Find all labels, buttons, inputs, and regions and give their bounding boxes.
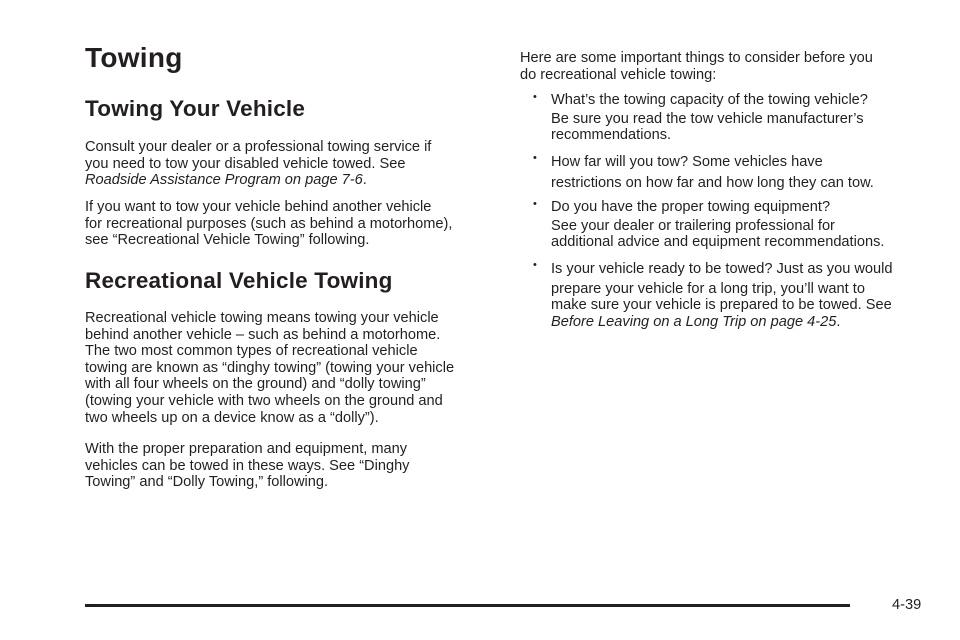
text-line: towing are known as “dinghy towing” (towing your vehicle — [85, 359, 455, 376]
list-item-how-far — [551, 154, 874, 191]
text-line: restrictions on how far and how long they can tow. — [551, 174, 874, 191]
text-line: for recreational purposes (such as behind a motorhome), — [85, 215, 453, 232]
text-line: two wheels up on a device know as a “dolly”). — [85, 409, 379, 426]
text-line: Consult your dealer or a professional towing service if — [85, 139, 432, 155]
text-line: prepare your vehicle for a long trip, you’ll want to — [551, 280, 865, 297]
paragraph-proper-preparation — [85, 441, 409, 491]
text-line — [551, 314, 893, 331]
text-line: do recreational vehicle towing: — [520, 66, 717, 83]
text-line: vehicles can be towed in these ways. See “Dinghy — [85, 457, 410, 474]
paragraph-recreational-purposes — [85, 199, 452, 249]
punctuation: . — [836, 313, 841, 330]
text-line: (towing your vehicle with two wheels on the ground and — [85, 392, 443, 409]
text-line: behind another vehicle – such as behind a motorhome. — [85, 326, 441, 343]
text-line: What’s the towing capacity of the towing vehicle? — [551, 92, 868, 108]
list-bullet: • — [533, 198, 537, 210]
paragraph-important-things-intro — [520, 50, 873, 83]
list-bullet: • — [533, 259, 537, 271]
footer-rule — [85, 604, 850, 607]
text-line: you need to tow your disabled vehicle towed. See — [85, 155, 406, 172]
punctuation: . — [362, 172, 367, 189]
text-line: see “Recreational Vehicle Towing” following. — [85, 232, 370, 249]
text-line: With the proper preparation and equipment, many — [85, 441, 408, 457]
list-bullet: • — [533, 91, 537, 103]
cross-reference-link[interactable]: Roadside Assistance Program on page 7-6 — [85, 172, 363, 189]
text-line: recommendations. — [551, 127, 672, 144]
text-line: See your dealer or trailering professional for — [551, 217, 835, 234]
cross-reference-link[interactable]: Before Leaving on a Long Trip on page 4-25 — [551, 313, 837, 330]
text-line: The two most common types of recreational vehicle — [85, 343, 418, 360]
page-number: 4-39 — [892, 597, 922, 613]
section-heading-towing-your-vehicle: Towing Your Vehicle — [85, 96, 306, 121]
text-line: Be sure you read the tow vehicle manufacturer’s — [551, 110, 864, 127]
text-line: Is your vehicle ready to be towed? Just as you would — [551, 261, 893, 277]
text-line: additional advice and equipment recommendations. — [551, 234, 885, 251]
list-bullet: • — [533, 152, 537, 164]
text-line: Recreational vehicle towing means towing your vehicle — [85, 310, 439, 326]
section-heading-recreational-vehicle-towing: Recreational Vehicle Towing — [85, 268, 393, 293]
list-item-ready-to-be-towed — [551, 261, 893, 330]
text-line: If you want to tow your vehicle behind another vehicle — [85, 199, 432, 215]
list-item-proper-equipment — [551, 199, 884, 251]
list-item-towing-capacity — [551, 92, 868, 144]
text-line: How far will you tow? Some vehicles have — [551, 154, 823, 170]
text-line: Towing” and “Dolly Towing,” following. — [85, 474, 329, 491]
paragraph-recreational-towing-definition — [85, 310, 454, 426]
text-line: Here are some important things to consider before you — [520, 50, 873, 66]
text-line: with all four wheels on the ground) and “dolly towing” — [85, 376, 426, 393]
text-line — [85, 172, 431, 189]
paragraph-consult-dealer — [85, 139, 431, 189]
page-title: Towing — [85, 42, 183, 73]
text-line: Do you have the proper towing equipment? — [551, 199, 831, 215]
text-line: make sure your vehicle is prepared to be towed. See — [551, 297, 892, 314]
